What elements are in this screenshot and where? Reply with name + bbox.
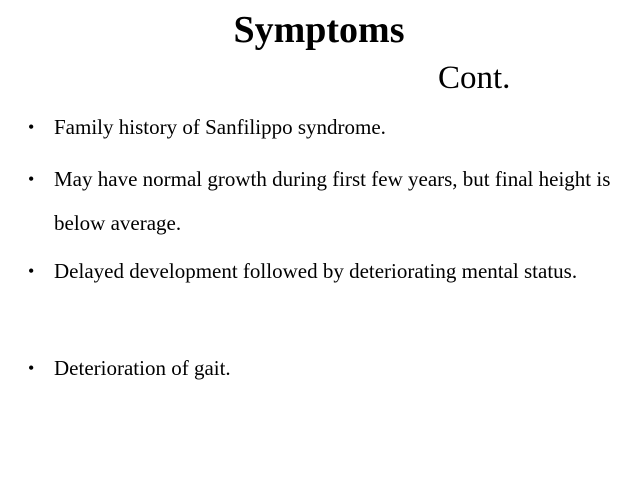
bullet-icon: •	[28, 358, 35, 378]
slide-subtitle: Cont.	[438, 60, 511, 96]
bullet-text: Deterioration of gait.	[54, 356, 231, 380]
bullet-text: May have normal growth during first few years, but final height is below average.	[54, 167, 611, 235]
bullet-text: Family history of Sanfilippo syndrome.	[54, 115, 386, 139]
bullet-icon: •	[28, 117, 35, 137]
bullet-icon: •	[28, 169, 35, 189]
slide-title: Symptoms	[233, 9, 405, 51]
bullet-icon: •	[28, 261, 35, 281]
bullet-text: Delayed development followed by deteriorating mental status.	[54, 259, 578, 283]
